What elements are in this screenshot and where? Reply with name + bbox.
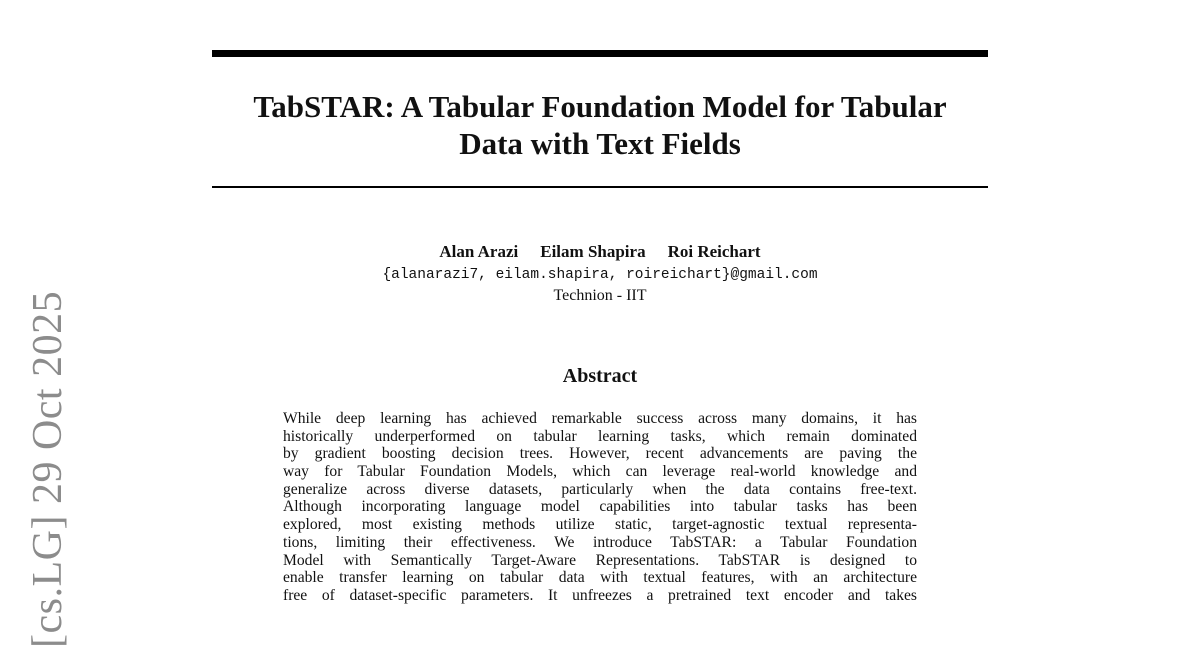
title-line-2: Data with Text Fields xyxy=(459,126,741,161)
author-name: Eilam Shapira xyxy=(540,242,646,261)
abstract-line: generalize across diverse datasets, particularly when the data contains free-text. xyxy=(283,480,917,498)
arxiv-stamp: [cs.LG] 29 Oct 2025 xyxy=(25,290,71,648)
paper-title xyxy=(212,88,988,162)
abstract-line: free of dataset-specific parameters. It unfreezes a pretrained text encoder and takes xyxy=(283,586,917,604)
abstract-line: tions, limiting their effectiveness. We introduce TabSTAR: a Tabular Foundation xyxy=(283,533,917,551)
abstract-line: explored, most existing methods utilize static, target-agnostic textual representa- xyxy=(283,516,917,534)
abstract-line: by gradient boosting decision trees. However, recent advancements are paving the xyxy=(283,445,917,463)
top-rule xyxy=(212,50,988,57)
abstract-line: While deep learning has achieved remarkable success across many domains, it has xyxy=(283,410,917,427)
abstract-line: Model with Semantically Target-Aware Representations. TabSTAR is designed to xyxy=(283,551,917,569)
author-list xyxy=(212,242,988,262)
abstract-body xyxy=(283,410,917,605)
author-name: Roi Reichart xyxy=(667,242,761,261)
title-rule xyxy=(212,186,988,188)
author-affiliation: Technion - IIT xyxy=(553,287,647,304)
abstract-line: historically underperformed on tabular learning tasks, which remain dominated xyxy=(283,427,917,445)
abstract-line: enable transfer learning on tabular data with textual features, with an architecture xyxy=(283,569,917,587)
title-line-1: TabSTAR: A Tabular Foundation Model for Tabular xyxy=(253,89,947,124)
abstract-heading: Abstract xyxy=(562,365,638,387)
abstract-line: way for Tabular Foundation Models, which can leverage real-world knowledge and xyxy=(283,463,917,481)
author-name: Alan Arazi xyxy=(439,242,519,261)
abstract-line: Although incorporating language model capabilities into tabular tasks has been xyxy=(283,498,917,516)
author-emails: {alanarazi7, eilam.shapira, roireichart}@gmail.com xyxy=(382,267,818,283)
